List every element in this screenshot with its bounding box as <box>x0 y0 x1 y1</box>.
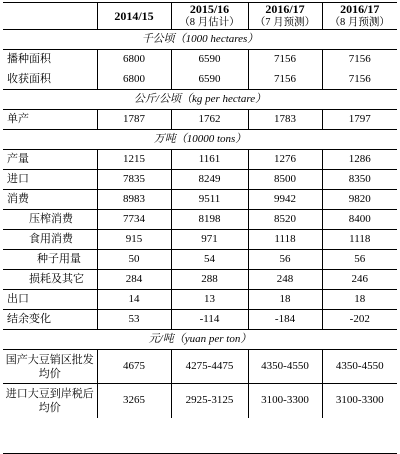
cell-value: 7156 <box>322 50 397 70</box>
table-row <box>3 230 397 250</box>
soybean-balance-sheet <box>3 2 397 454</box>
unit-row-tons <box>3 130 397 150</box>
cell-value: 3265 <box>97 384 171 418</box>
cell-value: 7156 <box>248 50 322 70</box>
balance-table <box>3 3 397 418</box>
table-row <box>3 384 397 418</box>
cell-value: 8198 <box>171 210 248 230</box>
cell-value: 7734 <box>97 210 171 230</box>
cell-value: 1787 <box>97 110 171 130</box>
header-row <box>3 3 397 30</box>
cell-value: 13 <box>171 290 248 310</box>
unit-area-label: 千公顷（1000 hectares） <box>3 30 397 50</box>
cell-value: 56 <box>248 250 322 270</box>
row-label-yield: 单产 <box>3 110 97 130</box>
row-label-exports: 出口 <box>3 290 97 310</box>
cell-value: 1797 <box>322 110 397 130</box>
row-label-domestic-price: 国产大豆销区批发均价 <box>3 350 97 384</box>
cell-value: 14 <box>97 290 171 310</box>
cell-value: -114 <box>171 310 248 330</box>
cell-value: 8350 <box>322 170 397 190</box>
row-label-consumption: 消费 <box>3 190 97 210</box>
cell-value: 6800 <box>97 50 171 70</box>
table-row <box>3 50 397 70</box>
cell-value: 4675 <box>97 350 171 384</box>
cell-value: 248 <box>248 270 322 290</box>
unit-row-yield <box>3 90 397 110</box>
unit-row-price <box>3 330 397 350</box>
cell-value: 1118 <box>322 230 397 250</box>
row-label-harvest-area: 收获面积 <box>3 70 97 90</box>
table-row <box>3 170 397 190</box>
cell-value: 53 <box>97 310 171 330</box>
cell-value: 8500 <box>248 170 322 190</box>
cell-value: 7156 <box>248 70 322 90</box>
cell-value: 1215 <box>97 150 171 170</box>
cell-value: 4350-4550 <box>248 350 322 384</box>
row-label-sown-area: 播种面积 <box>3 50 97 70</box>
cell-value: 8983 <box>97 190 171 210</box>
table-row <box>3 250 397 270</box>
cell-value: 6800 <box>97 70 171 90</box>
cell-value: 971 <box>171 230 248 250</box>
cell-value: 915 <box>97 230 171 250</box>
table-row <box>3 150 397 170</box>
cell-value: 56 <box>322 250 397 270</box>
unit-yield-label: 公斤/公顷（kg per hectare） <box>3 90 397 110</box>
header-2015-16: 2015/16 （8 月估计） <box>171 3 248 30</box>
table-row <box>3 270 397 290</box>
cell-value: 1286 <box>322 150 397 170</box>
cell-value: 6590 <box>171 70 248 90</box>
row-label-loss: 损耗及其它 <box>3 270 97 290</box>
unit-tons-label: 万吨（10000 tons） <box>3 130 397 150</box>
cell-value: 246 <box>322 270 397 290</box>
cell-value: 2925-3125 <box>171 384 248 418</box>
cell-value: 1783 <box>248 110 322 130</box>
cell-value: 8400 <box>322 210 397 230</box>
header-2016-17-aug: 2016/17 （8 月预测） <box>322 3 397 30</box>
table-row <box>3 110 397 130</box>
cell-value: -202 <box>322 310 397 330</box>
row-label-imports: 进口 <box>3 170 97 190</box>
unit-row-area <box>3 30 397 50</box>
cell-value: 7835 <box>97 170 171 190</box>
cell-value: -184 <box>248 310 322 330</box>
table-row <box>3 70 397 90</box>
cell-value: 288 <box>171 270 248 290</box>
cell-value: 9511 <box>171 190 248 210</box>
cell-value: 1276 <box>248 150 322 170</box>
cell-value: 8520 <box>248 210 322 230</box>
table-row <box>3 190 397 210</box>
cell-value: 3100-3300 <box>248 384 322 418</box>
row-label-seed: 种子用量 <box>3 250 97 270</box>
cell-value: 18 <box>322 290 397 310</box>
cell-value: 1762 <box>171 110 248 130</box>
cell-value: 9820 <box>322 190 397 210</box>
row-label-food: 食用消费 <box>3 230 97 250</box>
cell-value: 284 <box>97 270 171 290</box>
cell-value: 1161 <box>171 150 248 170</box>
row-label-production: 产量 <box>3 150 97 170</box>
cell-value: 54 <box>171 250 248 270</box>
cell-value: 6590 <box>171 50 248 70</box>
header-2014-15: 2014/15 <box>97 3 171 30</box>
table-row <box>3 310 397 330</box>
header-blank <box>3 3 97 30</box>
table-row <box>3 290 397 310</box>
row-label-balance: 结余变化 <box>3 310 97 330</box>
cell-value: 18 <box>248 290 322 310</box>
unit-price-label: 元/吨（yuan per ton） <box>3 330 397 350</box>
cell-value: 8249 <box>171 170 248 190</box>
cell-value: 50 <box>97 250 171 270</box>
row-label-crush: 压榨消费 <box>3 210 97 230</box>
cell-value: 3100-3300 <box>322 384 397 418</box>
cell-value: 4350-4550 <box>322 350 397 384</box>
cell-value: 9942 <box>248 190 322 210</box>
table-row <box>3 350 397 384</box>
cell-value: 7156 <box>322 70 397 90</box>
cell-value: 4275-4475 <box>171 350 248 384</box>
table-row <box>3 210 397 230</box>
row-label-import-price: 进口大豆到岸税后均价 <box>3 384 97 418</box>
header-2016-17-jul: 2016/17 （7 月预测） <box>248 3 322 30</box>
cell-value: 1118 <box>248 230 322 250</box>
